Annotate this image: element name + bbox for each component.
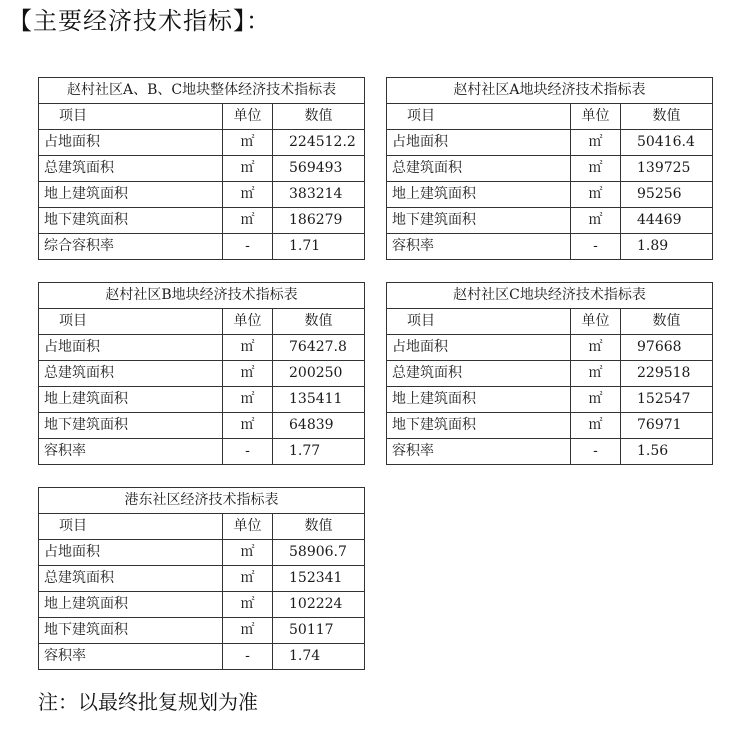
table-header-row (39, 309, 365, 335)
cell-unit: ㎡ (571, 130, 621, 156)
cell-item: 总建筑面积 (39, 361, 223, 387)
cell-value: 97668 (621, 335, 713, 361)
table-header-row (387, 104, 713, 130)
table-row (39, 540, 365, 566)
cell-value: 200250 (273, 361, 365, 387)
table-zhaocun-b (38, 282, 365, 465)
cell-unit: ㎡ (223, 540, 273, 566)
table-row (387, 361, 713, 387)
table-row (39, 592, 365, 618)
table-row (39, 439, 365, 465)
table-title: 赵村社区A、B、C地块整体经济技术指标表 (39, 78, 365, 104)
table-row (387, 156, 713, 182)
cell-unit: ㎡ (223, 208, 273, 234)
table-title: 赵村社区A地块经济技术指标表 (387, 78, 713, 104)
cell-item: 地上建筑面积 (387, 387, 571, 413)
table-row (387, 413, 713, 439)
footnote: 注：以最终批复规划为准 (38, 690, 258, 714)
header-value: 数值 (621, 104, 713, 130)
table-row (39, 130, 365, 156)
table-title-row (39, 283, 365, 309)
cell-unit: - (571, 439, 621, 465)
header-unit: 单位 (223, 514, 273, 540)
cell-item: 地下建筑面积 (39, 208, 223, 234)
header-item: 项目 (39, 514, 223, 540)
cell-value: 152547 (621, 387, 713, 413)
cell-value: 1.89 (621, 234, 713, 260)
cell-item: 地下建筑面积 (387, 413, 571, 439)
cell-unit: ㎡ (223, 592, 273, 618)
header-unit: 单位 (223, 104, 273, 130)
cell-unit: ㎡ (223, 413, 273, 439)
header-value: 数值 (273, 309, 365, 335)
table-header-row (387, 309, 713, 335)
cell-item: 地上建筑面积 (387, 182, 571, 208)
cell-unit: ㎡ (571, 361, 621, 387)
header-value: 数值 (273, 104, 365, 130)
cell-unit: - (223, 644, 273, 670)
cell-value: 102224 (273, 592, 365, 618)
cell-unit: - (223, 439, 273, 465)
cell-value: 76427.8 (273, 335, 365, 361)
table-title-row (387, 78, 713, 104)
cell-value: 229518 (621, 361, 713, 387)
table-row (387, 208, 713, 234)
cell-value: 1.71 (273, 234, 365, 260)
cell-item: 地下建筑面积 (39, 618, 223, 644)
cell-value: 95256 (621, 182, 713, 208)
header-unit: 单位 (571, 309, 621, 335)
table-zhaocun-a (386, 77, 713, 260)
cell-item: 占地面积 (39, 540, 223, 566)
table-title-row (387, 283, 713, 309)
table-row (39, 335, 365, 361)
table-row (39, 644, 365, 670)
cell-unit: ㎡ (571, 208, 621, 234)
cell-unit: - (223, 234, 273, 260)
cell-item: 容积率 (39, 439, 223, 465)
table-row (39, 234, 365, 260)
header-item: 项目 (39, 309, 223, 335)
table-row (39, 208, 365, 234)
cell-unit: ㎡ (223, 566, 273, 592)
cell-unit: ㎡ (571, 413, 621, 439)
table-title: 赵村社区C地块经济技术指标表 (387, 283, 713, 309)
cell-unit: ㎡ (571, 182, 621, 208)
cell-item: 总建筑面积 (387, 156, 571, 182)
cell-value: 1.74 (273, 644, 365, 670)
cell-unit: ㎡ (223, 361, 273, 387)
cell-value: 569493 (273, 156, 365, 182)
cell-unit: ㎡ (223, 618, 273, 644)
cell-value: 44469 (621, 208, 713, 234)
table-row (39, 361, 365, 387)
cell-unit: ㎡ (571, 387, 621, 413)
cell-value: 76971 (621, 413, 713, 439)
cell-value: 58906.7 (273, 540, 365, 566)
cell-item: 地上建筑面积 (39, 592, 223, 618)
table-row (39, 566, 365, 592)
cell-unit: ㎡ (223, 156, 273, 182)
cell-value: 224512.2 (273, 130, 365, 156)
cell-item: 容积率 (39, 644, 223, 670)
table-gangdong (38, 487, 365, 670)
table-row (39, 413, 365, 439)
table-row (39, 182, 365, 208)
cell-item: 总建筑面积 (39, 566, 223, 592)
cell-unit: ㎡ (571, 335, 621, 361)
cell-unit: - (571, 234, 621, 260)
cell-item: 容积率 (387, 234, 571, 260)
header-unit: 单位 (571, 104, 621, 130)
header-value: 数值 (273, 514, 365, 540)
table-row (387, 130, 713, 156)
cell-item: 总建筑面积 (39, 156, 223, 182)
header-item: 项目 (39, 104, 223, 130)
cell-item: 容积率 (387, 439, 571, 465)
table-row (39, 387, 365, 413)
table-row (387, 439, 713, 465)
cell-item: 占地面积 (39, 130, 223, 156)
table-row (387, 234, 713, 260)
table-row (387, 387, 713, 413)
cell-value: 135411 (273, 387, 365, 413)
cell-value: 383214 (273, 182, 365, 208)
cell-value: 50117 (273, 618, 365, 644)
table-title-row (39, 78, 365, 104)
table-row (387, 182, 713, 208)
table-title: 港东社区经济技术指标表 (39, 488, 365, 514)
table-row (39, 618, 365, 644)
header-item: 项目 (387, 104, 571, 130)
cell-value: 186279 (273, 208, 365, 234)
table-row (39, 156, 365, 182)
cell-value: 152341 (273, 566, 365, 592)
cell-unit: ㎡ (223, 130, 273, 156)
cell-value: 139725 (621, 156, 713, 182)
page-heading: 【主要经济技术指标】： (8, 7, 271, 35)
cell-value: 50416.4 (621, 130, 713, 156)
cell-item: 地上建筑面积 (39, 387, 223, 413)
table-header-row (39, 514, 365, 540)
cell-item: 地下建筑面积 (39, 413, 223, 439)
table-header-row (39, 104, 365, 130)
cell-value: 1.56 (621, 439, 713, 465)
table-zhaocun-c (386, 282, 713, 465)
cell-value: 64839 (273, 413, 365, 439)
cell-unit: ㎡ (223, 182, 273, 208)
table-zhaocun-abc-overall (38, 77, 365, 260)
table-row (387, 335, 713, 361)
cell-item: 总建筑面积 (387, 361, 571, 387)
cell-unit: ㎡ (223, 387, 273, 413)
cell-item: 综合容积率 (39, 234, 223, 260)
cell-item: 地下建筑面积 (387, 208, 571, 234)
cell-item: 占地面积 (387, 130, 571, 156)
cell-unit: ㎡ (571, 156, 621, 182)
cell-item: 占地面积 (387, 335, 571, 361)
cell-value: 1.77 (273, 439, 365, 465)
header-unit: 单位 (223, 309, 273, 335)
header-item: 项目 (387, 309, 571, 335)
cell-item: 占地面积 (39, 335, 223, 361)
table-title-row (39, 488, 365, 514)
header-value: 数值 (621, 309, 713, 335)
table-title: 赵村社区B地块经济技术指标表 (39, 283, 365, 309)
cell-item: 地上建筑面积 (39, 182, 223, 208)
cell-unit: ㎡ (223, 335, 273, 361)
